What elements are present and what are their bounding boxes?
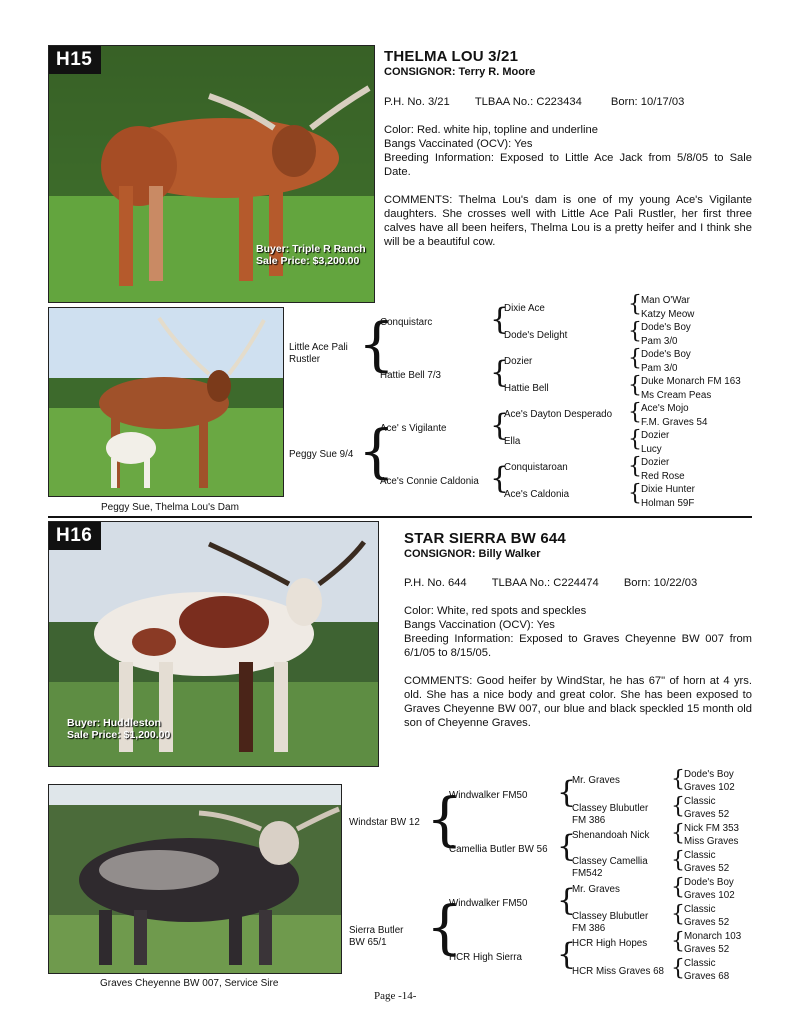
- page-number: Page -14-: [374, 990, 417, 1002]
- pedigree-gen4: Pam 3/0: [641, 363, 678, 374]
- section-divider: [48, 516, 752, 518]
- pedigree-gen2: HCR High Sierra: [449, 952, 522, 963]
- brace: {: [557, 775, 577, 810]
- pedigree-gen3: Shenandoah Nick: [572, 830, 650, 841]
- pedigree-dam: Peggy Sue 9/4: [289, 449, 354, 460]
- brace: {: [628, 373, 642, 398]
- lot-photo-h15: [48, 45, 375, 303]
- pedigree-gen4: Katzy Meow: [641, 309, 695, 320]
- brace: {: [671, 794, 685, 819]
- brace: {: [490, 355, 510, 390]
- brace: {: [671, 956, 685, 981]
- pedigree-gen4: Dozier: [641, 457, 670, 468]
- pedigree-sire: Windstar BW 12: [349, 817, 420, 828]
- pedigree-gen3: Hattie Bell: [504, 383, 549, 394]
- sire-caption: Graves Cheyenne BW 007, Service Sire: [100, 978, 279, 989]
- color-line: Color: White, red spots and speckles: [404, 605, 587, 617]
- sale-info: [67, 717, 170, 741]
- animal-details: [384, 123, 752, 179]
- brace: {: [358, 417, 395, 485]
- brace: {: [628, 292, 642, 317]
- pedigree-gen4: Dode's Boy: [684, 769, 734, 780]
- pedigree-gen2: Ace's Connie Caldonia: [380, 476, 479, 487]
- pedigree-gen3: Classey Blubutler FM 386: [572, 803, 649, 826]
- ph-number: P.H. No. 644: [404, 577, 467, 589]
- pedigree-gen3: Classey Camellia FM542: [572, 856, 648, 879]
- brace: {: [628, 346, 642, 371]
- pedigree-gen4: Ace's Mojo: [641, 403, 689, 414]
- pedigree-gen4: Monarch 103: [684, 931, 742, 942]
- pedigree-gen3: Dozier: [504, 356, 533, 367]
- pedigree-gen2: Ace' s Vigilante: [380, 423, 447, 434]
- sale-info: [256, 243, 366, 267]
- brace: {: [628, 427, 642, 452]
- brace: {: [628, 454, 642, 479]
- pedigree-gen4: Graves 102: [684, 782, 735, 793]
- brace: {: [557, 883, 577, 918]
- pedigree-gen3: HCR Miss Graves 68: [572, 966, 664, 977]
- lot-title: THELMA LOU 3/21: [384, 48, 519, 65]
- pedigree-gen3: Ace's Caldonia: [504, 489, 570, 500]
- pedigree-gen4: Duke Monarch FM 163: [641, 376, 741, 387]
- comments: COMMENTS: Thelma Lou's dam is one of my young Ace's Vigilante daughters. She crosses well with Little Ace Pali Rustler, her first three calves have all been heifers, Thelma Lou is a pretty heifer and I think she will be a beautiful cow.: [384, 194, 752, 248]
- pedigree-gen4: Man O'War: [641, 295, 690, 306]
- buyer-label: Buyer: Triple R Ranch: [256, 243, 366, 255]
- birth-date: Born: 10/17/03: [610, 96, 685, 108]
- brace: {: [671, 821, 685, 846]
- pedigree-gen2: Windwalker FM50: [449, 790, 528, 801]
- breeding-line: Breeding Information: Exposed to Graves Cheyenne BW 007 from 6/1/05 to 8/15/05.: [404, 633, 752, 659]
- brace: {: [671, 902, 685, 927]
- pedigree-gen4: Graves 52: [684, 863, 730, 874]
- brace: {: [490, 302, 510, 337]
- pedigree-gen4: Nick FM 353: [684, 823, 739, 834]
- pedigree-gen4: Classic: [684, 958, 716, 969]
- registration-line: [404, 576, 697, 590]
- pedigree-gen3: Ace's Dayton Desperado: [504, 409, 613, 420]
- brace: {: [426, 785, 463, 853]
- lot-tag: H15: [49, 46, 101, 74]
- brace: {: [628, 481, 642, 506]
- pedigree-gen2: Hattie Bell 7/3: [380, 370, 441, 381]
- pedigree-gen3: Ella: [504, 436, 521, 447]
- sale-price-label: Sale Price: $3,200.00: [256, 255, 360, 267]
- pedigree-gen4: Classic: [684, 796, 716, 807]
- registration-line: [384, 95, 684, 109]
- pedigree-gen3: Mr. Graves: [572, 884, 620, 895]
- pedigree-gen4: Dozier: [641, 430, 670, 441]
- tlbaa-number: TLBAA No.: C224474: [491, 577, 599, 589]
- pedigree-gen4: Dode's Boy: [684, 877, 734, 888]
- brace: {: [557, 829, 577, 864]
- ph-number: P.H. No. 3/21: [384, 96, 450, 108]
- brace: {: [490, 408, 510, 443]
- animal-details: [404, 604, 752, 660]
- pedigree-gen3: HCR High Hopes: [572, 938, 648, 949]
- brace: {: [671, 848, 685, 873]
- consignor: CONSIGNOR: Terry R. Moore: [384, 66, 536, 78]
- buyer-label: Buyer: Huddleston: [67, 717, 161, 729]
- pedigree-gen4: Miss Graves: [684, 836, 739, 847]
- pedigree-gen4: Ms Cream Peas: [641, 390, 712, 401]
- dam-caption: Peggy Sue, Thelma Lou's Dam: [101, 502, 239, 513]
- brace: {: [426, 893, 463, 961]
- pedigree-gen4: Dixie Hunter: [641, 484, 695, 495]
- sire-photo-h16: [48, 784, 342, 974]
- brace: {: [557, 937, 577, 972]
- brace: {: [671, 767, 685, 792]
- pedigree-gen4: Lucy: [641, 444, 662, 455]
- pedigree-sire: Little Ace Pali Rustler: [289, 342, 348, 365]
- bangs-line: Bangs Vaccination (OCV): Yes: [404, 619, 555, 631]
- comments: COMMENTS: Good heifer by WindStar, he has 67" of horn at 4 yrs. old. She has a nice body and great color. She has been exposed to Graves Cheyenne BW 007, our blue and black speckled 15 month old son of Cheyenne Graves.: [404, 675, 752, 729]
- pedigree-gen4: Holman 59F: [641, 498, 695, 509]
- pedigree-gen4: Graves 52: [684, 917, 730, 928]
- tlbaa-number: TLBAA No.: C223434: [474, 96, 582, 108]
- pedigree-gen2: Windwalker FM50: [449, 898, 528, 909]
- pedigree-gen4: F.M. Graves 54: [641, 417, 708, 428]
- brace: {: [358, 310, 395, 378]
- dam-photo-h15: [48, 307, 284, 497]
- service-sire-image: [49, 785, 342, 974]
- pedigree-gen3: Classey Blubutler FM 386: [572, 911, 649, 934]
- pedigree-gen3: Mr. Graves: [572, 775, 620, 786]
- brace: {: [628, 400, 642, 425]
- pedigree-gen4: Graves 102: [684, 890, 735, 901]
- pedigree-gen4: Classic: [684, 850, 716, 861]
- pedigree-gen4: Graves 68: [684, 971, 730, 982]
- brace: {: [671, 929, 685, 954]
- pedigree-gen4: Dode's Boy: [641, 322, 691, 333]
- pedigree-dam: Sierra Butler BW 65/1: [349, 925, 404, 948]
- pedigree-gen4: Pam 3/0: [641, 336, 678, 347]
- birth-date: Born: 10/22/03: [623, 577, 698, 589]
- brace: {: [628, 319, 642, 344]
- pedigree-gen4: Dode's Boy: [641, 349, 691, 360]
- pedigree-gen3: Conquistaroan: [504, 462, 568, 473]
- brace: {: [490, 461, 510, 496]
- lot-title: STAR SIERRA BW 644: [404, 530, 566, 547]
- pedigree-gen4: Graves 52: [684, 809, 730, 820]
- lot-photo-h16: [48, 521, 379, 767]
- pedigree-gen3: Dixie Ace: [504, 303, 545, 314]
- pedigree-gen2: Camellia Butler BW 56: [449, 844, 548, 855]
- pedigree-gen3: Dode's Delight: [504, 330, 568, 341]
- brace: {: [671, 875, 685, 900]
- pedigree-gen2: Conquistarc: [380, 317, 433, 328]
- cow-with-calf-image: [49, 308, 284, 497]
- sale-price-label: Sale Price: $1,200.00: [67, 729, 171, 741]
- pedigree-gen4: Red Rose: [641, 471, 685, 482]
- consignor: CONSIGNOR: Billy Walker: [404, 548, 541, 560]
- pedigree-gen4: Classic: [684, 904, 716, 915]
- lot-tag: H16: [49, 522, 101, 550]
- breeding-line: Breeding Information: Exposed to Little Ace Jack from 5/8/05 to Sale Date.: [384, 152, 752, 178]
- pedigree-gen4: Graves 52: [684, 944, 730, 955]
- bangs-line: Bangs Vaccinated (OCV): Yes: [384, 138, 533, 150]
- color-line: Color: Red. white hip, topline and underline: [384, 124, 598, 136]
